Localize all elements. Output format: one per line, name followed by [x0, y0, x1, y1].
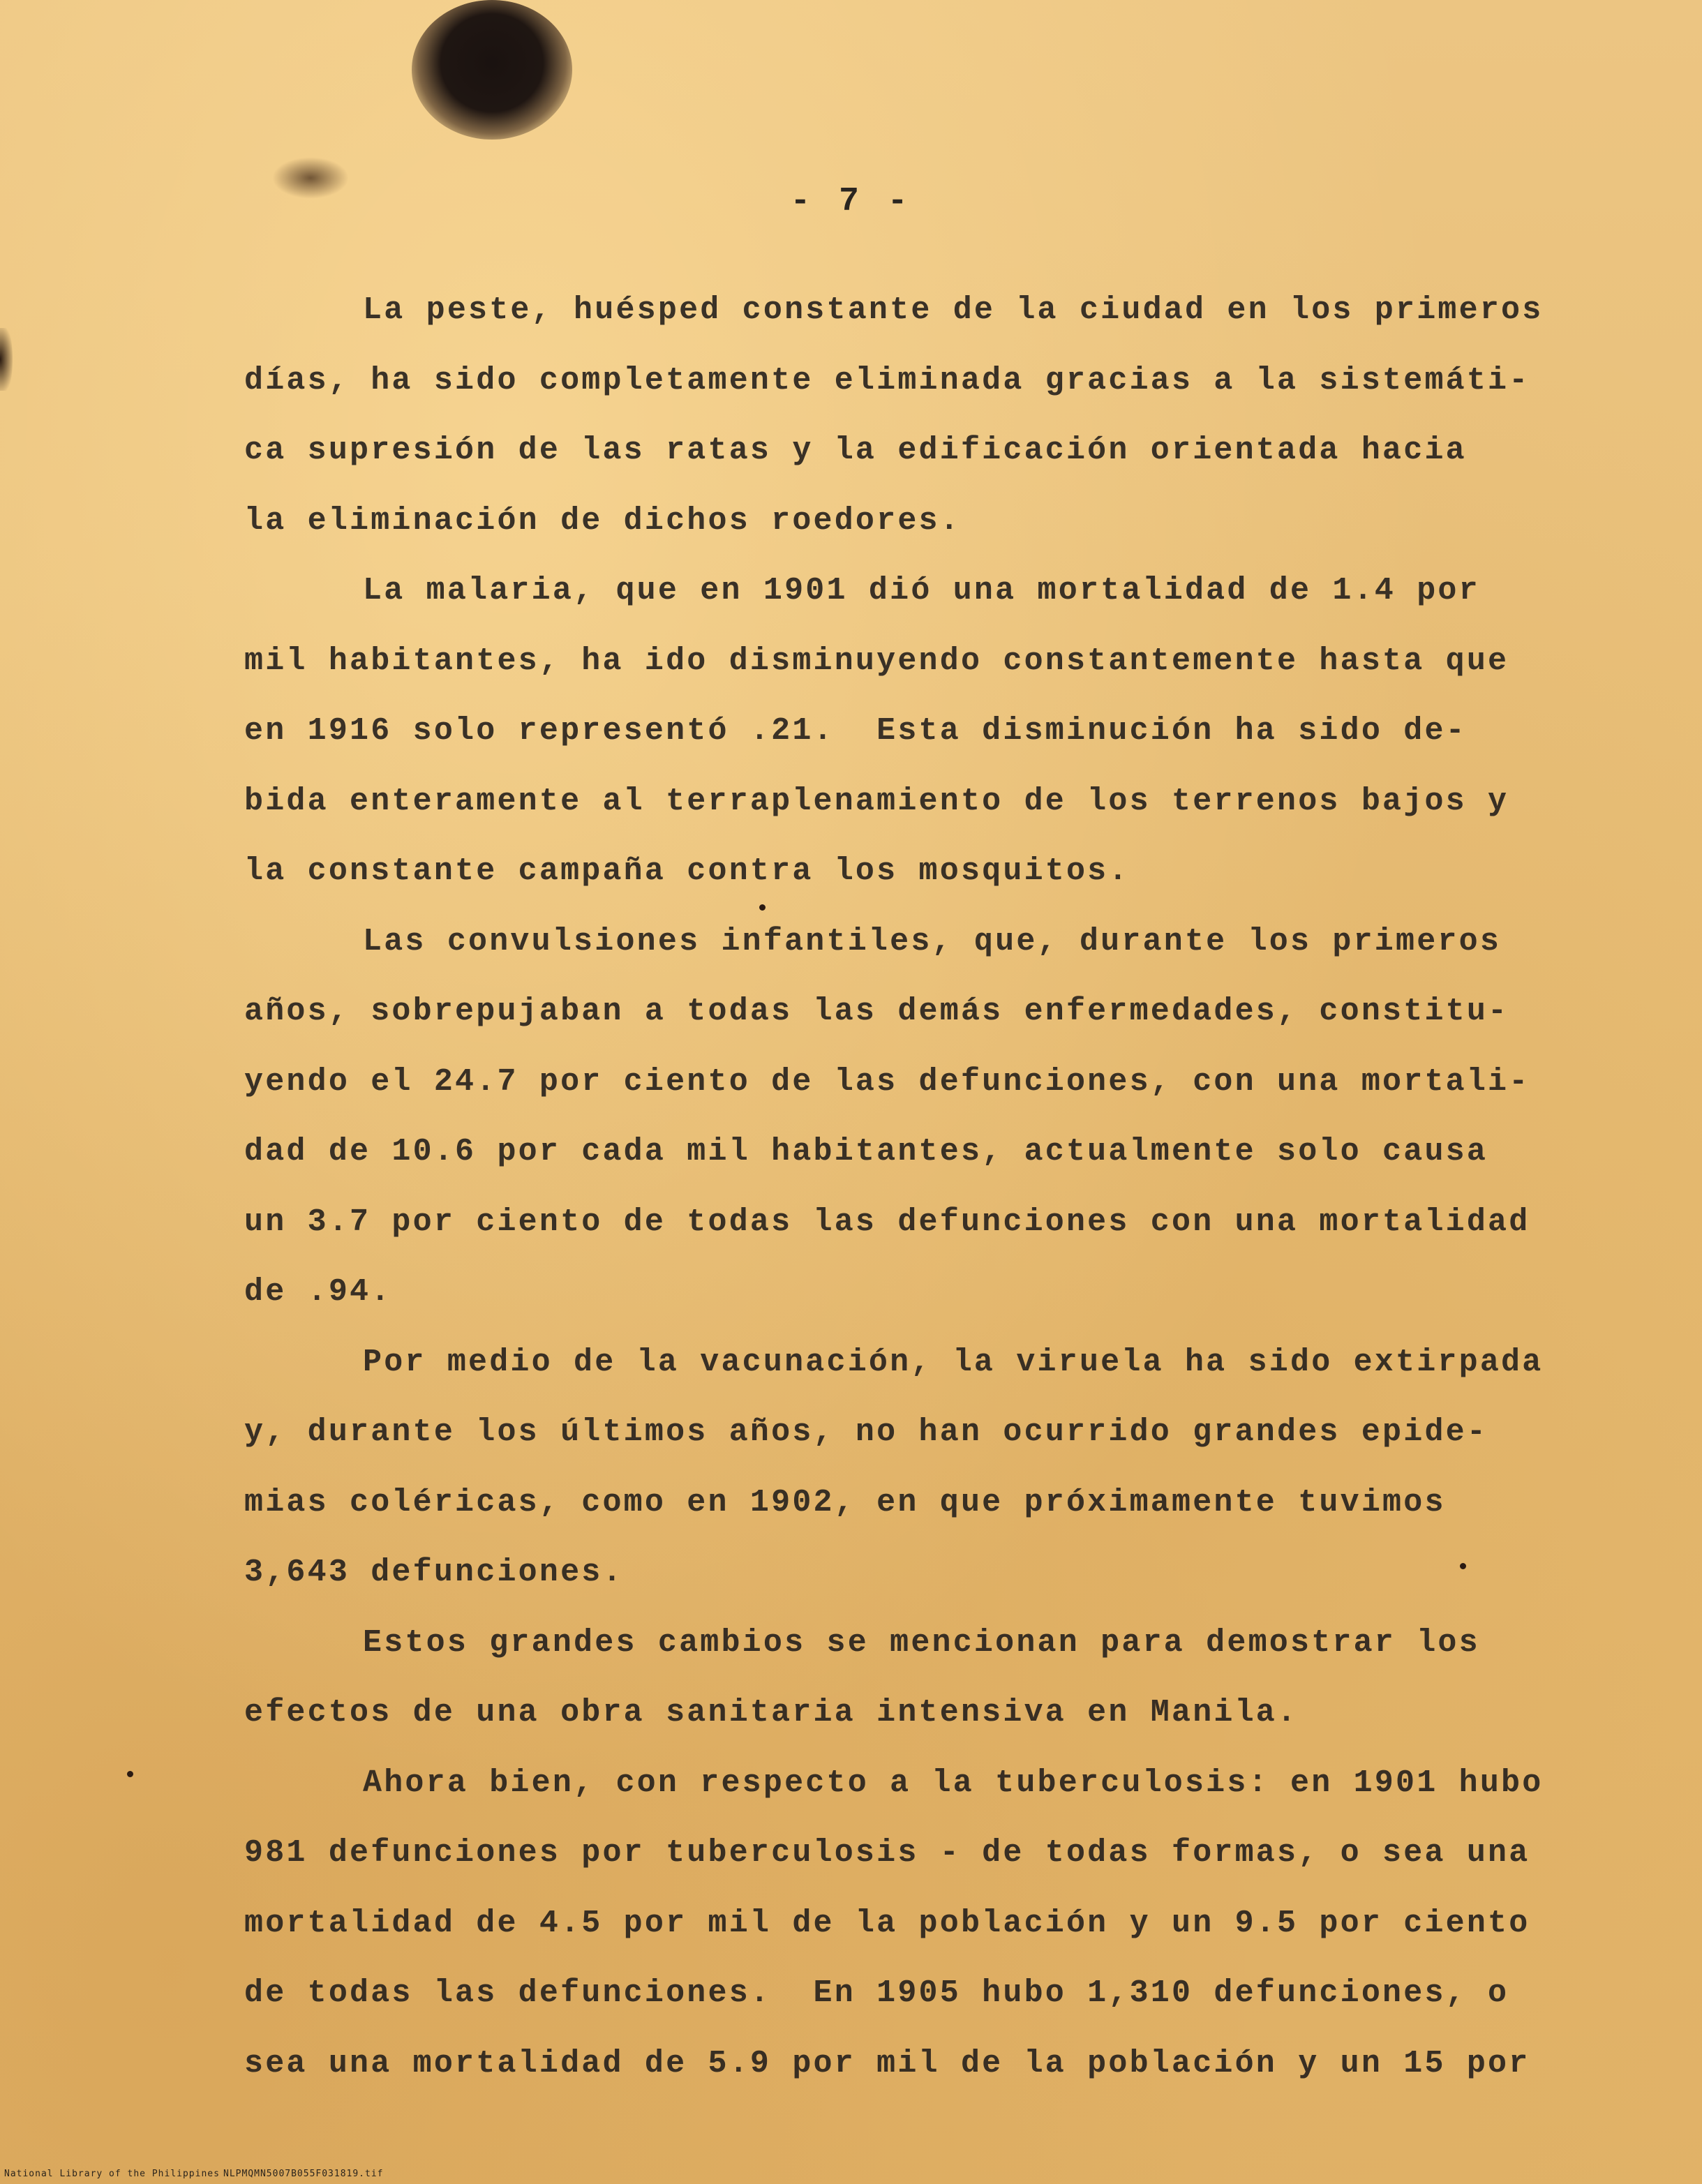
text-line: en 1916 solo representó .21. Esta disminución ha sido de- — [244, 713, 1467, 749]
text-line: dad de 10.6 por cada mil habitantes, actualmente solo causa — [244, 1134, 1488, 1169]
paragraph — [244, 1608, 1570, 1749]
footer-file-id: NLPMQMN5007B055F031819.tif — [223, 2169, 384, 2179]
text-line: la eliminación de dichos roedores. — [244, 502, 961, 539]
footer-library-name: National Library of the Philippines — [4, 2169, 220, 2179]
text-line: de todas las defunciones. En 1905 hubo 1,310 defunciones, o — [244, 1975, 1509, 2011]
text-line: la constante campaña contra los mosquitos. — [244, 853, 1130, 889]
text-line: La malaria, que en 1901 dió una mortalidad de 1.4 por — [363, 573, 1480, 608]
edge-stain — [0, 328, 13, 391]
text-line: Ahora bien, con respecto a la tuberculosis: en 1901 hubo — [363, 1765, 1544, 1801]
paragraph — [244, 907, 1570, 1328]
ink-blot — [412, 0, 572, 140]
text-line: un 3.7 por ciento de todas las defunciones con una mortalidad — [244, 1204, 1530, 1240]
paragraph — [244, 1749, 1570, 2100]
paragraph — [244, 276, 1570, 556]
text-line: La peste, huésped constante de la ciudad en los primeros — [363, 292, 1544, 328]
text-line: días, ha sido completamente eliminada gracias a la sistemáti- — [244, 362, 1530, 398]
text-line: ca supresión de las ratas y la edificación orientada hacia — [244, 433, 1467, 468]
text-line: sea una mortalidad de 5.9 por mil de la población y un 15 por — [244, 2045, 1530, 2081]
ink-speck — [127, 1771, 133, 1777]
text-line: Las convulsiones infantiles, que, durante los primeros — [363, 923, 1502, 959]
text-line: mias coléricas, como en 1902, en que próximamente tuvimos — [244, 1484, 1446, 1520]
text-line: 981 defunciones por tuberculosis - de todas formas, o sea una — [244, 1835, 1530, 1871]
page-number: - 7 - — [790, 183, 912, 220]
text-line: de .94. — [244, 1274, 392, 1310]
paragraph — [244, 1328, 1570, 1608]
text-line: bida enteramente al terraplenamiento de los terrenos bajos y — [244, 783, 1509, 819]
text-line: 3,643 defunciones. — [244, 1555, 624, 1590]
text-line: años, sobrepujaban a todas las demás enfermedades, constitu- — [244, 994, 1509, 1029]
text-line: mortalidad de 4.5 por mil de la población y un 9.5 por ciento — [244, 1905, 1530, 1941]
text-line: Por medio de la vacunación, la viruela ha sido extirpada — [363, 1344, 1544, 1380]
text-line: yendo el 24.7 por ciento de las defunciones, con una mortali- — [244, 1063, 1530, 1100]
text-line: mil habitantes, ha ido disminuyendo constantemente hasta que — [244, 643, 1509, 679]
text-line: efectos de una obra sanitaria intensiva en Manila. — [244, 1695, 1299, 1730]
text-line: Estos grandes cambios se mencionan para demostrar los — [363, 1624, 1480, 1661]
document-body — [244, 276, 1570, 2099]
paragraph — [244, 556, 1570, 907]
text-line: y, durante los últimos años, no han ocurrido grandes epide- — [244, 1414, 1488, 1450]
